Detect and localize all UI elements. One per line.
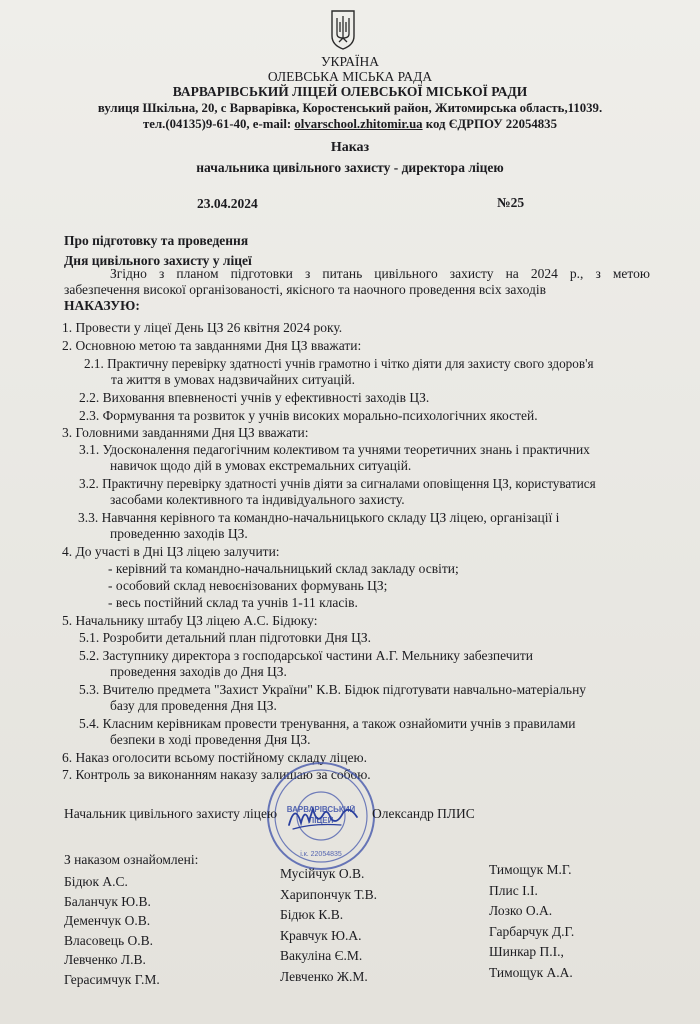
edrpou-code: код ЄДРПОУ 22054835 bbox=[422, 117, 557, 131]
acknowledged-column-3 bbox=[489, 860, 574, 983]
item-3-3-line-2: проведенню заходів ЦЗ. bbox=[110, 526, 248, 541]
list-item: Вакуліна Є.М. bbox=[280, 948, 363, 963]
item-5-2-line-1: 5.2. Заступнику директора з господарської частини А.Г. Мельнику забезпечити bbox=[79, 648, 533, 663]
school-name: ВАРВАРІВСЬКИЙ ЛІЦЕЙ ОЛЕВСЬКОЇ МІСЬКОЇ РАДИ bbox=[172, 84, 528, 99]
order-date: 23.04.2024 bbox=[197, 196, 258, 211]
item-4-a: - керівний та командно-начальницький склад закладу освіти; bbox=[108, 561, 459, 576]
item-2-1-line-2: та життя в умовах надзвичайних ситуацій. bbox=[111, 372, 355, 387]
item-5-3-line-2: базу для проведення Дня ЦЗ. bbox=[110, 698, 277, 713]
item-5-3-line-1: 5.3. Вчителю предмета "Захист України" К.В. Бідюк підготувати навчально-матеріальну bbox=[79, 682, 587, 697]
list-item: Герасимчук Г.М. bbox=[64, 971, 160, 987]
list-item: Деменчук О.В. bbox=[64, 913, 151, 928]
council-name: ОЛЕВСЬКА МІСЬКА РАДА bbox=[267, 69, 433, 84]
school-address: вулиця Шкільна, 20, с Варварівка, Коростенський район, Житомирська область,11039. bbox=[97, 101, 603, 115]
list-item: Баланчук Ю.В. bbox=[64, 893, 151, 909]
svg-text:і.к. 22054835: і.к. 22054835 bbox=[300, 851, 342, 858]
list-item: Мусійчук О.В. bbox=[280, 866, 365, 881]
item-2-1-line-1: 2.1. Практичну перевірку здатності учнів грамотно і чітко діяти для захисту свого здоров'я bbox=[84, 356, 594, 371]
acknowledged-column-2 bbox=[280, 864, 377, 987]
list-item: Шинкар П.І., bbox=[489, 944, 564, 959]
list-item: Плис І.І. bbox=[489, 882, 538, 898]
list-item: Левченко Ж.М. bbox=[280, 968, 368, 984]
item-2: 2. Основною метою та завданнями Дня ЦЗ вважати: bbox=[62, 338, 362, 353]
item-3-1-line-2: навичок щодо дій в умовах екстремальних ситуацій. bbox=[110, 458, 412, 473]
order-subtitle: начальника цивільного захисту - директора ліцею bbox=[196, 160, 504, 175]
item-1: 1. Провести у ліцеї День ЦЗ 26 квітня 2024 року. bbox=[62, 320, 343, 335]
item-5-4-line-2: безпеки в ході проведення Дня ЦЗ. bbox=[110, 732, 311, 747]
item-2-2: 2.2. Виховання впевненості учнів у ефективності заходів ЦЗ. bbox=[79, 390, 430, 405]
item-3-2-line-2: засобами колективного та індивідуального захисту. bbox=[110, 492, 405, 507]
item-5: 5. Начальнику штабу ЦЗ ліцею А.С. Бідюку: bbox=[62, 613, 318, 628]
signatory-position: Начальник цивільного захисту ліцею bbox=[64, 806, 278, 821]
intro-line-2: забезпечення високої організованості, якісного та наочного проведення всіх заходів bbox=[64, 282, 546, 297]
acknowledged-title: З наказом ознайомлені: bbox=[64, 852, 199, 867]
list-item: Тимощук А.А. bbox=[489, 964, 573, 980]
list-item: Бідюк К.В. bbox=[280, 907, 344, 922]
item-5-1: 5.1. Розробити детальний план підготовки Дня ЦЗ. bbox=[79, 630, 372, 645]
school-contacts bbox=[0, 116, 700, 132]
item-3-1-line-1: 3.1. Удосконалення педагогічним колективом та учнями теоретичних знань і практичних bbox=[79, 442, 590, 457]
item-3: 3. Головними завданнями Дня ЦЗ вважати: bbox=[62, 425, 309, 440]
acknowledged-column-1 bbox=[64, 872, 160, 989]
item-6: 6. Наказ оголосити всьому постійному складу ліцею. bbox=[62, 750, 367, 765]
item-4: 4. До участі в Дні ЦЗ ліцею залучити: bbox=[62, 544, 280, 559]
list-item: Харипончук Т.В. bbox=[280, 886, 378, 902]
list-item: Кравчук Ю.А. bbox=[280, 927, 362, 943]
item-4-b: - особовий склад невоєнізованих формувань ЦЗ; bbox=[108, 578, 388, 593]
intro-line-1: Згідно з планом підготовки з питань цивільного захисту на 2024 р., з метою bbox=[110, 266, 650, 281]
order-keyword: НАКАЗУЮ: bbox=[64, 298, 140, 313]
handwritten-signature bbox=[283, 795, 363, 835]
item-5-4-line-1: 5.4. Класним керівникам провести тренування, а також ознайомити учнів з правилами bbox=[79, 716, 576, 731]
list-item: Власовець О.В. bbox=[64, 932, 154, 948]
order-number: №25 bbox=[497, 195, 525, 210]
list-item: Левченко Л.В. bbox=[64, 952, 146, 967]
item-4-c: - весь постійний склад та учнів 1-11 класів. bbox=[108, 595, 358, 610]
signatory-name: Олександр ПЛИС bbox=[372, 806, 475, 821]
order-title: Наказ bbox=[330, 140, 370, 155]
subject-line-1: Про підготовку та проведення bbox=[64, 233, 249, 248]
svg-text:ЛІЦЕЙ: ЛІЦЕЙ bbox=[308, 816, 334, 825]
trident-coat-of-arms-icon bbox=[330, 8, 356, 50]
item-3-2-line-1: 3.2. Практичну перевірку здатності учнів діяти за сигналами оповіщення ЦЗ, користуватися bbox=[79, 476, 596, 491]
item-5-2-line-2: проведення заходів до Дня ЦЗ. bbox=[110, 664, 287, 679]
item-3-3-line-1: 3.3. Навчання керівного та командно-начальницького складу ЦЗ ліцею, організації і bbox=[78, 510, 560, 525]
list-item: Тимощук М.Г. bbox=[489, 862, 572, 877]
item-2-3: 2.3. Формування та розвиток у учнів високих морально-психологічних якостей. bbox=[79, 408, 538, 423]
svg-text:ВАРВАРІВСЬКИЙ: ВАРВАРІВСЬКИЙ bbox=[286, 805, 356, 814]
country-name: УКРАЇНА bbox=[320, 54, 380, 69]
subject-line-2: Дня цивільного захисту у ліцеї bbox=[64, 253, 252, 268]
email-link[interactable]: olvarschool.zhitomir.ua bbox=[294, 117, 423, 131]
list-item: Лозко О.А. bbox=[489, 903, 553, 918]
item-7: 7. Контроль за виконанням наказу залишаю за собою. bbox=[62, 767, 371, 782]
phone-label: тел.(04135)9-61-40, e-mail: bbox=[143, 117, 295, 131]
list-item: Гарбарчук Д.Г. bbox=[489, 923, 575, 939]
list-item: Бідюк А.С. bbox=[64, 874, 128, 889]
